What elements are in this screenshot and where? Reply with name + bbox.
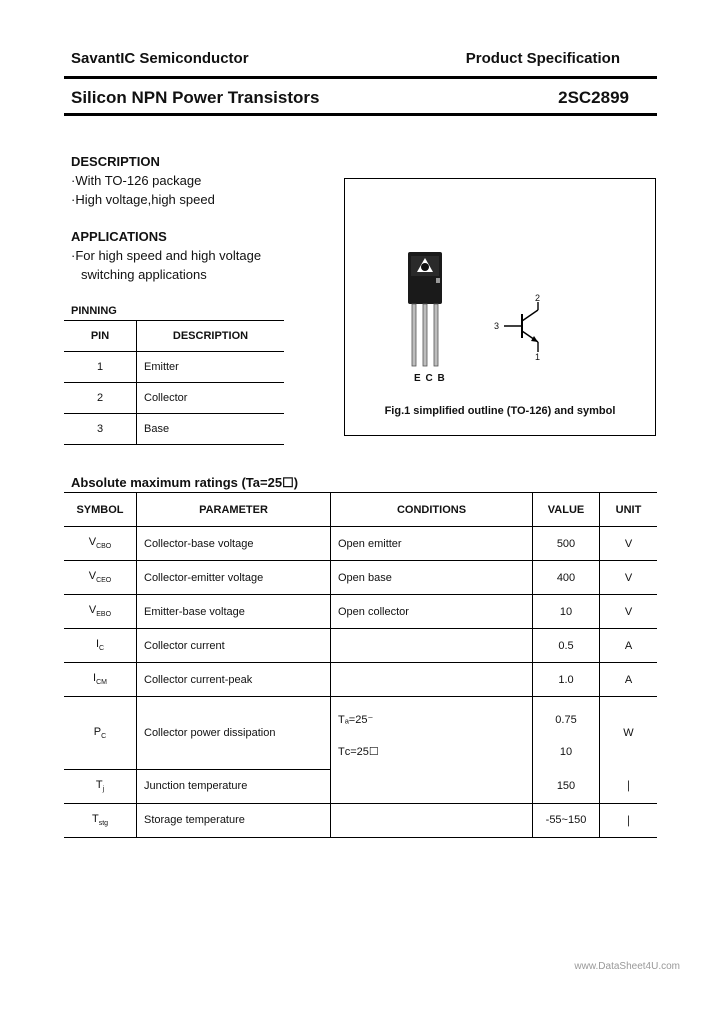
symbol-cell: $V_{EBO}$ bbox=[64, 595, 137, 629]
table-row bbox=[64, 769, 657, 803]
parameter-col-header: PARAMETER bbox=[137, 493, 331, 527]
conditions-cell: Open emitter bbox=[331, 527, 533, 561]
unit-cell: ∣ bbox=[600, 769, 658, 803]
figure-caption: Fig.1 simplified outline (TO-126) and symbol bbox=[384, 405, 616, 417]
value-cell: 0.75 10 bbox=[533, 697, 600, 770]
symbol-cell: $I_C$ bbox=[64, 629, 137, 663]
symbol-cell: $P_C$ bbox=[64, 697, 137, 770]
unit-cell: V bbox=[600, 561, 658, 595]
description-line: ·With TO-126 package bbox=[71, 173, 202, 188]
to126-package-icon bbox=[400, 248, 450, 378]
value-cell: 0.5 bbox=[533, 629, 600, 663]
parameter-cell: Collector-emitter voltage bbox=[137, 561, 331, 595]
value-cell: 10 bbox=[533, 595, 600, 629]
ratings-table bbox=[64, 492, 657, 838]
conditions-cell bbox=[331, 769, 533, 803]
package-pin-labels: E C B bbox=[414, 373, 446, 384]
table-row bbox=[64, 383, 284, 414]
parameter-cell: Collector current bbox=[137, 629, 331, 663]
symbol-cell: $V_{CEO}$ bbox=[64, 561, 137, 595]
spec-label: Product Specification bbox=[465, 50, 620, 67]
unit-cell: A bbox=[600, 629, 658, 663]
npn-transistor-symbol-icon bbox=[500, 300, 550, 360]
doc-title: Silicon NPN Power Transistors bbox=[71, 88, 320, 107]
unit-cell: A bbox=[600, 663, 658, 697]
conditions-cell: Open collector bbox=[331, 595, 533, 629]
table-row bbox=[64, 697, 657, 770]
ratings-title: Absolute maximum ratings (Ta=25☐) bbox=[71, 475, 299, 490]
unit-cell: ∣ bbox=[600, 803, 658, 837]
symbol-pin2-label: 2 bbox=[535, 293, 541, 303]
pinning-table bbox=[64, 320, 284, 445]
parameter-cell: Storage temperature bbox=[137, 803, 331, 837]
unit-cell: V bbox=[600, 595, 658, 629]
unit-cell: W bbox=[623, 727, 634, 739]
symbol-cell: $V_{CBO}$ bbox=[64, 527, 137, 561]
value-cell: 1.0 bbox=[533, 663, 600, 697]
value-cell: -55~150 bbox=[533, 803, 600, 837]
conditions-cell bbox=[331, 803, 533, 837]
applications-line: ·For high speed and high voltage bbox=[71, 248, 262, 263]
symbol-cell: $T_j$ bbox=[64, 769, 137, 803]
table-row bbox=[64, 595, 657, 629]
unit-col-header: UNIT bbox=[600, 493, 658, 527]
header-rule bbox=[64, 76, 657, 79]
symbol-cell: $I_{CM}$ bbox=[64, 663, 137, 697]
conditions-cell bbox=[331, 629, 533, 663]
parameter-cell: Collector current-peak bbox=[137, 663, 331, 697]
description-heading: DESCRIPTION bbox=[71, 154, 160, 169]
symbol-pin3-label: 3 bbox=[494, 321, 500, 331]
unit-cell: V bbox=[600, 527, 658, 561]
symbol-cell: $T_{stg}$ bbox=[64, 803, 137, 837]
parameter-cell: Emitter-base voltage bbox=[137, 595, 331, 629]
table-row bbox=[64, 803, 657, 837]
pin-number: 1 bbox=[64, 352, 137, 383]
title-rule bbox=[64, 113, 657, 116]
description-line: ·High voltage,high speed bbox=[71, 192, 215, 207]
conditions-cell: Open base bbox=[331, 561, 533, 595]
part-number: 2SC2899 bbox=[558, 88, 629, 107]
value-cell: 150 bbox=[533, 769, 600, 803]
applications-heading: APPLICATIONS bbox=[71, 229, 167, 244]
symbol-col-header: SYMBOL bbox=[64, 493, 137, 527]
symbol-pin1-label: 1 bbox=[535, 352, 541, 362]
table-row bbox=[64, 352, 284, 383]
table-row bbox=[64, 527, 657, 561]
parameter-cell: Collector power dissipation bbox=[137, 697, 331, 770]
table-row bbox=[64, 629, 657, 663]
pin-number: 3 bbox=[64, 414, 137, 445]
pin-description: Base bbox=[137, 414, 285, 445]
company-name: SavantIC Semiconductor bbox=[71, 50, 249, 67]
watermark: www.DataSheet4U.com bbox=[574, 961, 680, 972]
value-cell: 400 bbox=[533, 561, 600, 595]
parameter-cell: Collector-base voltage bbox=[137, 527, 331, 561]
desc-col-header: DESCRIPTION bbox=[137, 321, 285, 352]
conditions-cell bbox=[331, 663, 533, 697]
table-row bbox=[64, 663, 657, 697]
pin-description: Emitter bbox=[137, 352, 285, 383]
table-row bbox=[64, 561, 657, 595]
table-row bbox=[64, 414, 284, 445]
conditions-cell: Tₐ=25⁻ Tᴄ=25☐ bbox=[331, 697, 533, 770]
conditions-col-header: CONDITIONS bbox=[331, 493, 533, 527]
value-col-header: VALUE bbox=[533, 493, 600, 527]
pinning-heading: PINNING bbox=[71, 305, 117, 317]
parameter-cell: Junction temperature bbox=[137, 769, 331, 803]
pin-col-header: PIN bbox=[64, 321, 137, 352]
value-cell: 500 bbox=[533, 527, 600, 561]
pin-description: Collector bbox=[137, 383, 285, 414]
applications-line: switching applications bbox=[81, 267, 207, 282]
pin-number: 2 bbox=[64, 383, 137, 414]
